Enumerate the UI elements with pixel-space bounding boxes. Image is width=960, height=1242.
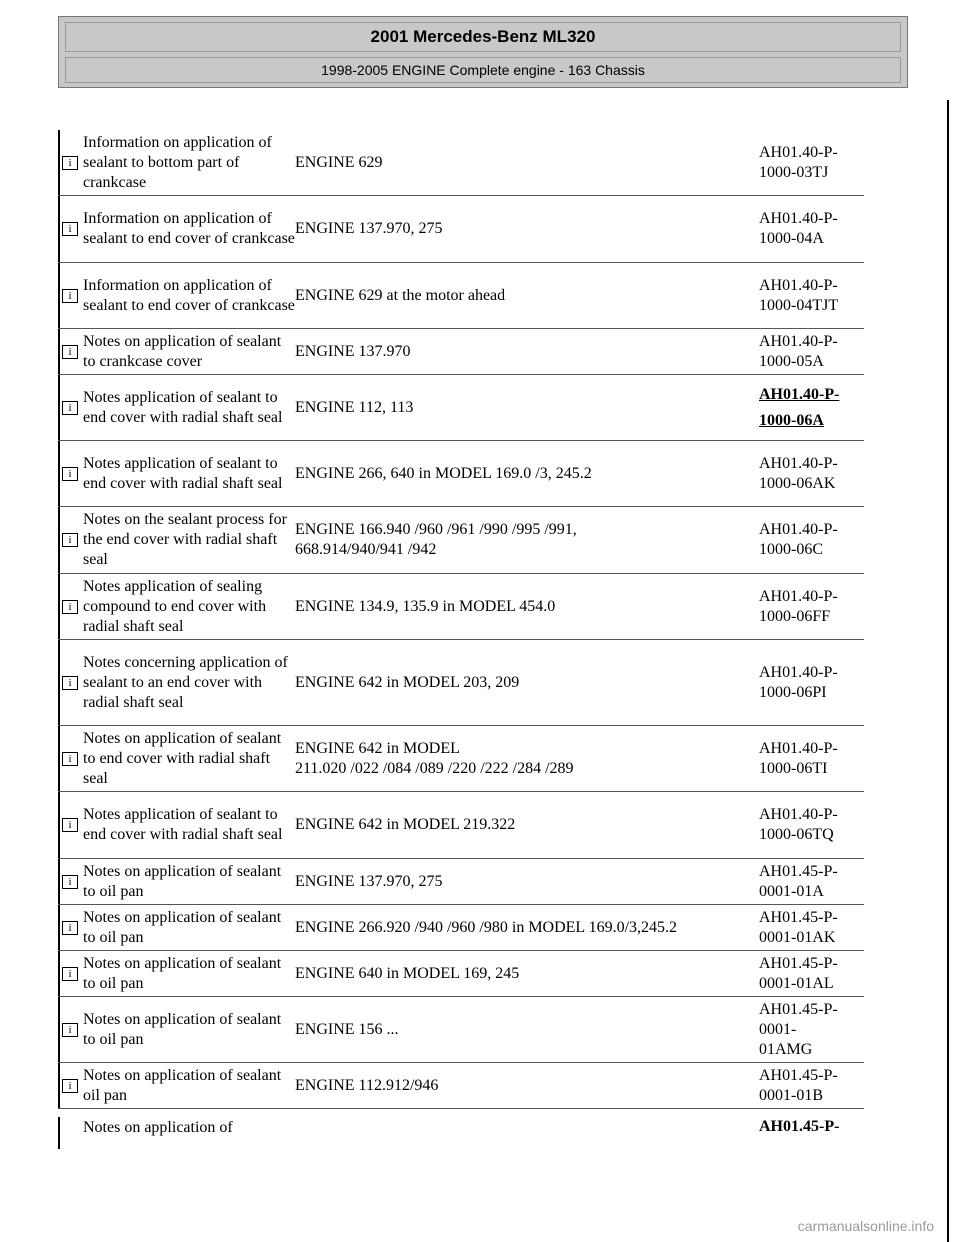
table-row bbox=[58, 263, 864, 329]
info-icon[interactable]: i bbox=[62, 1079, 78, 1093]
info-icon-cell[interactable] bbox=[58, 997, 83, 1062]
info-icon-cell[interactable] bbox=[58, 792, 83, 858]
row-engine: ENGINE 642 in MODEL 203, 209 bbox=[295, 673, 520, 691]
row-description: Notes on the sealant process for the end cover with radial shaft seal bbox=[83, 511, 287, 568]
info-icon-cell[interactable] bbox=[58, 859, 83, 904]
row-engine: ENGINE 629 bbox=[295, 153, 383, 171]
row-description: Notes on application of sealant to oil pan bbox=[83, 862, 282, 900]
row-description: Notes on application of sealant to oil pan bbox=[83, 954, 282, 992]
watermark: carmanualsonline.info bbox=[797, 1218, 934, 1234]
row-engine: ENGINE 266, 640 in MODEL 169.0 /3, 245.2 bbox=[295, 464, 592, 482]
row-description: Notes on application of sealant to oil pan bbox=[83, 1010, 282, 1048]
info-icon[interactable]: i bbox=[62, 222, 78, 236]
row-description: Information on application of sealant to bottom part of crankcase bbox=[83, 133, 272, 191]
row-description: Notes application of sealant to end cover with radial shaft seal bbox=[83, 454, 283, 492]
info-icon-cell[interactable] bbox=[58, 905, 83, 950]
table-row bbox=[58, 726, 864, 792]
row-code: AH01.45-P- 0001-01AK bbox=[759, 908, 838, 946]
table-row bbox=[58, 375, 864, 441]
table-row bbox=[58, 574, 864, 640]
table-row bbox=[58, 640, 864, 726]
table-row bbox=[58, 905, 864, 951]
info-icon-cell[interactable] bbox=[58, 130, 83, 195]
row-engine: ENGINE 642 in MODEL 219.322 bbox=[295, 816, 516, 833]
row-description: Notes on application of sealant to end cover with radial shaft seal bbox=[83, 729, 282, 787]
row-code: AH01.40-P- 1000-05A bbox=[759, 332, 838, 370]
info-icon-cell[interactable] bbox=[58, 951, 83, 996]
info-icon[interactable]: i bbox=[62, 345, 78, 359]
header-title: 2001 Mercedes-Benz ML320 bbox=[65, 22, 901, 52]
row-engine: ENGINE 156 ... bbox=[295, 1020, 399, 1038]
table-right-border bbox=[947, 100, 949, 1242]
info-icon[interactable]: i bbox=[62, 818, 78, 832]
row-engine: ENGINE 137.970 bbox=[295, 342, 411, 360]
row-code: AH01.40-P- 1000-06FF bbox=[759, 587, 838, 625]
info-icon-cell bbox=[58, 1117, 83, 1149]
row-engine: ENGINE 642 in MODEL 211.020 /022 /084 /089 /220 /222 /284 /289 bbox=[295, 739, 574, 777]
row-description: Notes on application of sealant oil pan bbox=[83, 1066, 282, 1104]
row-engine: ENGINE 629 at the motor ahead bbox=[295, 286, 506, 304]
row-description: Notes application of sealant to end cover with radial shaft seal bbox=[83, 388, 283, 426]
table-row bbox=[58, 1109, 864, 1149]
row-code: AH01.40-P- 1000-06C bbox=[759, 521, 838, 558]
row-description: Information on application of sealant to end cover of crankcase bbox=[83, 210, 295, 247]
info-icon[interactable]: i bbox=[62, 676, 78, 690]
row-engine: ENGINE 137.970, 275 bbox=[295, 220, 443, 237]
info-icon-cell[interactable] bbox=[58, 1063, 83, 1108]
table-row bbox=[58, 859, 864, 905]
row-description: Notes on application of sealant to crankcase cover bbox=[83, 332, 282, 370]
row-code: AH01.40-P- 1000-04TJT bbox=[759, 276, 839, 314]
procedure-table bbox=[58, 130, 864, 1149]
row-code: AH01.40-P- 1000-06PI bbox=[759, 663, 838, 701]
info-icon[interactable]: i bbox=[62, 921, 78, 935]
info-icon-cell[interactable] bbox=[58, 441, 83, 506]
table-row bbox=[58, 1063, 864, 1109]
row-engine: ENGINE 112.912/946 bbox=[295, 1076, 439, 1094]
row-engine: ENGINE 640 in MODEL 169, 245 bbox=[295, 964, 520, 982]
info-icon-cell[interactable] bbox=[58, 726, 83, 791]
info-icon[interactable]: i bbox=[62, 600, 78, 614]
info-icon[interactable]: i bbox=[62, 467, 78, 481]
row-code: AH01.45-P- 0001-01B bbox=[759, 1066, 838, 1104]
info-icon-cell[interactable] bbox=[58, 640, 83, 725]
table-row bbox=[58, 507, 864, 574]
table-row bbox=[58, 792, 864, 859]
table-row bbox=[58, 951, 864, 997]
info-icon[interactable]: i bbox=[62, 533, 78, 547]
row-description: Notes application of sealing compound to end cover with radial shaft seal bbox=[83, 577, 267, 635]
info-icon-cell[interactable] bbox=[58, 375, 83, 440]
row-code-link[interactable]: AH01.40-P- 1000-06A bbox=[759, 385, 840, 429]
info-icon[interactable]: i bbox=[62, 752, 78, 766]
row-description: Notes application of sealant to end cover with radial shaft seal bbox=[83, 806, 283, 843]
row-engine: ENGINE 134.9, 135.9 in MODEL 454.0 bbox=[295, 597, 556, 615]
row-code: AH01.40-P- 1000-06AK bbox=[759, 454, 838, 492]
table-row bbox=[58, 441, 864, 507]
row-code: AH01.40-P- 1000-04A bbox=[759, 210, 838, 247]
row-engine: ENGINE 112, 113 bbox=[295, 398, 414, 416]
info-icon-cell[interactable] bbox=[58, 263, 83, 328]
row-code: AH01.40-P- 1000-06TI bbox=[759, 739, 838, 777]
info-icon[interactable]: i bbox=[62, 401, 78, 415]
info-icon[interactable]: i bbox=[62, 967, 78, 981]
table-row bbox=[58, 130, 864, 196]
header-subtitle: 1998-2005 ENGINE Complete engine - 163 Chassis bbox=[65, 57, 901, 83]
row-description: Notes on application of bbox=[83, 1119, 233, 1136]
info-icon[interactable]: i bbox=[62, 1023, 78, 1037]
row-engine: ENGINE 166.940 /960 /961 /990 /995 /991, 668.914/940/941 /942 bbox=[295, 521, 577, 558]
row-code: AH01.45-P- 0001-01A bbox=[759, 862, 838, 900]
info-icon[interactable]: i bbox=[62, 875, 78, 889]
table-row bbox=[58, 997, 864, 1063]
info-icon-cell[interactable] bbox=[58, 329, 83, 374]
row-description: Notes on application of sealant to oil pan bbox=[83, 908, 282, 946]
row-code: AH01.45-P- 0001- 01AMG bbox=[759, 1000, 838, 1058]
row-description: Information on application of sealant to end cover of crankcase bbox=[83, 276, 295, 314]
info-icon-cell[interactable] bbox=[58, 196, 83, 262]
row-engine: ENGINE 137.970, 275 bbox=[295, 872, 443, 890]
table-row bbox=[58, 329, 864, 375]
row-code: AH01.40-P- 1000-03TJ bbox=[759, 143, 838, 181]
info-icon[interactable]: i bbox=[62, 289, 78, 303]
info-icon-cell[interactable] bbox=[58, 507, 83, 573]
row-code: AH01.40-P- 1000-06TQ bbox=[759, 806, 838, 843]
table-row bbox=[58, 196, 864, 263]
row-description: Notes concerning application of sealant to an end cover with radial shaft seal bbox=[83, 653, 288, 711]
info-icon-cell[interactable] bbox=[58, 574, 83, 639]
row-engine: ENGINE 266.920 /940 /960 /980 in MODEL 169.0/3,245.2 bbox=[295, 918, 678, 936]
info-icon[interactable]: i bbox=[62, 156, 78, 170]
row-code: AH01.45-P- 0001-01AL bbox=[759, 954, 838, 992]
row-code-link[interactable]: AH01.45-P- bbox=[759, 1118, 840, 1135]
page-header bbox=[58, 16, 908, 88]
